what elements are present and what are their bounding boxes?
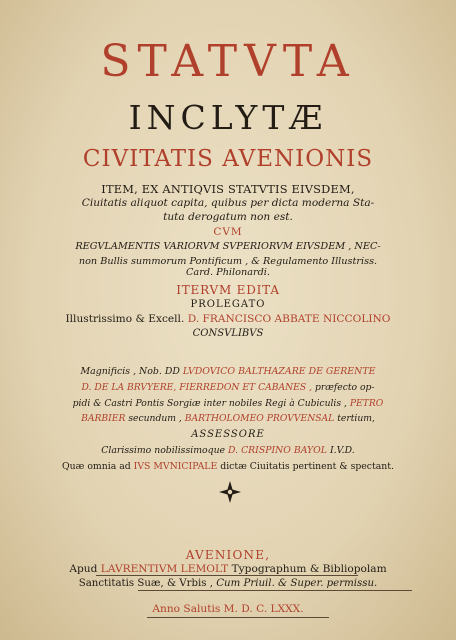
- regulamentis-line: REGVLAMENTIS VARIORVM SVPERIORVM EIVSDEM , NEC-: [75, 241, 381, 252]
- jus-municipale-line: [0, 461, 456, 472]
- imprint-date: Anno Salutis M. D. C. LXXX.: [152, 603, 304, 615]
- bullis-line: [0, 256, 456, 278]
- privilege-text: Cum Priuil. & Super. permissu.: [216, 578, 378, 589]
- consul-first-title: D. DE LA BRVYERE, FIERREDON ET CABANES ,: [81, 382, 313, 393]
- printer-name: LAVRENTIVM LEMOLT: [100, 563, 229, 575]
- prolegato-heading: PROLEGATO: [190, 299, 266, 310]
- assessor-name: D. CRISPINO BAYOL: [228, 445, 327, 456]
- title-line-inclytae: INCLYTÆ: [128, 98, 328, 137]
- sanctitatis-text: Sanctitatis Suæ, & Vrbis ,: [78, 578, 213, 589]
- title-line-statuta: STATVTA: [100, 36, 356, 87]
- consuls-line-3: [0, 398, 456, 409]
- pidi-text: pidi & Castri Pontis Sorgiæ inter nobiles Regi à Cubiculis ,: [72, 398, 347, 409]
- consuls-line-4: [0, 413, 456, 424]
- assessor-line: [0, 445, 456, 456]
- consuls-line-1: [0, 366, 456, 377]
- assessore-heading: ASSESSORE: [191, 429, 265, 440]
- iterum-edita-heading: ITERVM EDITA: [176, 283, 280, 297]
- prolegato-name: D. FRANCISCO ABBATE NICCOLINO: [187, 313, 391, 325]
- imprint-rule-middle: [138, 590, 412, 591]
- cum-heading: CVM: [213, 226, 243, 238]
- imprint-privilege-line: [0, 578, 456, 589]
- bullis-text: non Bullis summorum Pontificum , & Regulamento Illustriss.: [78, 256, 378, 267]
- subtitle-ciuitatis-line: Ciuitatis aliquot capita, quibus per dicta moderna Sta-: [81, 197, 375, 209]
- cross-ornament-icon: [218, 480, 242, 504]
- consuls-line-2: [0, 382, 456, 393]
- printer-role: Typographum & Bibliopolam: [231, 563, 387, 575]
- ius-municipale-text: IVS MVNICIPALE: [133, 461, 218, 472]
- consul-third-name: BARTHOLOMEO PROVVENSAL: [184, 413, 335, 424]
- secundum-text: secundum ,: [128, 413, 182, 424]
- consulibus-heading: CONSVLIBVS: [192, 328, 264, 339]
- subtitle-item-line: ITEM, EX ANTIQVIS STATVTIS EIVSDEM,: [101, 182, 355, 196]
- title-line-civitatis: CIVITATIS AVENIONIS: [82, 146, 374, 172]
- assessor-honorific: Clarissimo nobilissimoque: [101, 445, 226, 456]
- prolegato-name-line: [0, 313, 456, 325]
- assessor-degree: I.V.D.: [329, 445, 355, 456]
- subtitle-tuta-line: tuta derogatum non est.: [163, 211, 293, 223]
- quae-omnia-text: Quæ omnia ad: [62, 461, 131, 472]
- tertium-text: tertium,: [337, 413, 375, 424]
- imprint-rule-top: [96, 575, 358, 576]
- imprint-rule-bottom: [147, 617, 329, 618]
- consul-second-surname: BARBIER: [81, 413, 126, 424]
- imprint-printer-line: [0, 563, 456, 575]
- consuls-honorific: Magnificis , Nob. DD: [80, 366, 180, 377]
- apud-text: Apud: [69, 563, 98, 575]
- imprint-place: AVENIONE,: [185, 548, 271, 562]
- consul-second-firstname: PETRO: [349, 398, 384, 409]
- philonardi-text: Card. Philonardi.: [186, 267, 270, 278]
- praefecto-text: præfecto op-: [314, 382, 375, 393]
- consul-first-name: LVDOVICO BALTHAZARE DE GERENTE: [182, 366, 376, 377]
- prolegato-honorific: Illustrissimo & Excell.: [65, 313, 185, 325]
- pertinent-text: dictæ Ciuitatis pertinent & spectant.: [220, 461, 394, 472]
